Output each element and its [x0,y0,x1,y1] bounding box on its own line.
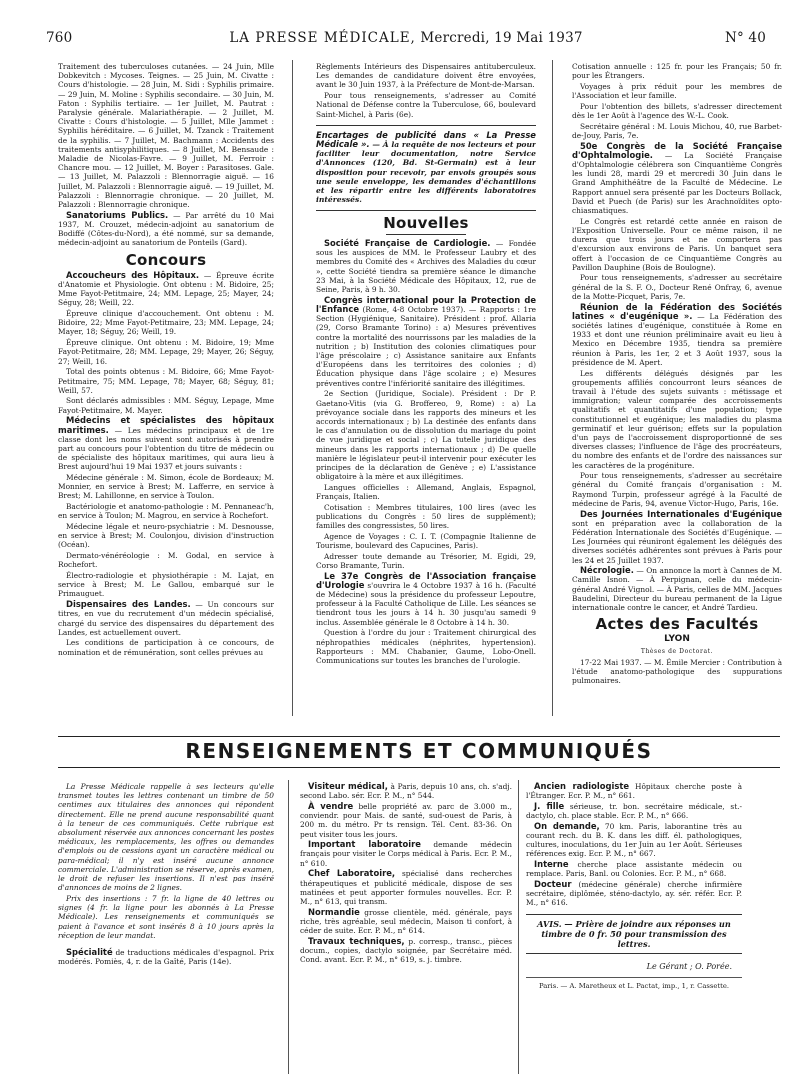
ads-pricing: Prix des insertions : 7 fr. la ligne de 40 lettres ou signes (4 fr. la ligne pour les abonnés à La Presse Médicale). Les renseignements et communiqués se paient à l'avance et sont insérés 8 à 10 jours après la réception de leur mandat. [58,893,274,940]
news-item: Réunion de la Fédération des Sociétés latines « d'eugénique ». — La Fédération des sociétés latines d'eugénique, constituée à Rome en 1933 et dont une réunion préliminaire avait eu lieu à Mexico en Décembre 1935, tiendra sa première réunion à Paris, les 1er, 2 et 3 Août 1937, sous la présidence de M. Apert. [572,301,782,367]
paragraph: Secrétaire général : M. Louis Michou, 40, rue Barbet-de-Jouy, Paris, 7e. [572,121,782,140]
item-heading: Nécrologie. [580,565,634,576]
section-title-concours: Concours [125,250,207,269]
gerant-signature: Le Gérant ; O. Porée. [646,961,732,971]
news-item: Congrès international pour la Protection de l'Enfance (Rome, 4-8 Octobre 1937). — Rapports : 1re Section (Hygiénique, Sanitaire). Président : prof. Allaria (29, Corso Bramante Torino) : a) Mesures préventives contre la mortalité des nourrissons par les maladies de la nutrition ; b) Institution des colonies climatiques pour l'âge préscolaire ; c) Assistance sanitaire aux Enfants d'Européens dans les territoires des colonies ; d) Éducation physique dans l'âge scolaire ; e) Mesures préventives contre l'infériorité sanitaire des illégitimes. [316,294,536,388]
item-heading: Sanatoriums Publics. [66,209,169,220]
paragraph: Traitement des tuberculoses cutanées. — 24 Juin, Mlle Dobkevitch : Mycoses. Teignes. — 25 Juin, M. Civatte : Cours d'histologie. — 28 Juin, M. Sidi : Syphilis primaire. — 29 Juin, M. Moline : Syphilis secondaire. — 30 Juin, M. Faton : Syphilis tertiaire. — 1er Juillet, M. Pautrat : Paralysie générale. Malariathérapie. — 2 Juillet, M. Civatte : Cours d'histologie. — 5 Juillet, Mlle Jammet : Syphilis héréditaire. — 6 Juillet, M. Tzanck : Traitement de la syphilis. — 7 Juillet, M. Bachmann : Accidents des traitements antisyphilitiques. — 8 Juillet, M. Bensaude : Maladie de Nicolas-Favre. — 9 Juillet, M. Ferroir : Chancre mou. — 12 Juillet, M. Boyer : Parasitoses. Gale. — 13 Juillet, M. Palazzoli : Blennorragie aiguë. — 16 Juillet, M. Palazzoli : Blennorragie aiguë. — 19 Juillet, M. Palazzoli : Blennorragie chronique. — 20 Juillet, M. Palazzoli : Blennorragie chronique. [58,62,274,210]
these-label: Thèses de Doctorat. [640,647,714,655]
paragraph: Total des points obtenus : M. Bidoire, 66; Mme Fayot-Petitmaire, 75; MM. Lepage, 78; Mayer, 68; Séguy, 81; Weill, 57. [58,367,274,395]
paragraph: Agence de Voyages : C. I. T. (Compagnie Italienne de Tourisme, boulevard des Capucines, Paris). [316,531,536,551]
page-header [46,12,766,48]
classified-ad: À vendre belle propriété av. parc de 3.000 m., conviendr. pour Mais. de santé, sud-ouest de Paris, à 200 m. du métro. Pr ts rensign. Tél. Cent. 83-36. On peut visiter tous les jours. [300,800,512,839]
divider [386,234,466,235]
encartage-notice: Encartages de publicité dans « La Presse Médicale ». — À la requête de nos lecteurs et pour faciliter leur documentation, notre Service d'Annonces (120, Bd. St-Germain) est à leur disposition pour recevoir, par envois groupés sous une seule enveloppe, les demandes d'échantillons et les répartir entre les différents laboratoires intéressés. [316,125,536,211]
page-number: 760 [46,30,73,46]
classified-ad: Normandie grosse clientèle, méd. générale, pays riche, très agréable, seul médecin, Maison ti confort, à céder de suite. Ecr. P. M., n° 614. [300,906,512,936]
ad-heading: Chef Laboratoire, [308,868,396,879]
news-item: Des Journées Internationales d'Eugénique sont en préparation avec la collaboration de la Fédération Internationale des Sociétés d'Eugénique. — Les Journées qui réuniront également les délégués des diverses sociétés adhérentes sont prévues à Paris pour les 24 et 25 Juillet 1937. [572,508,782,565]
section-title-nouvelles: Nouvelles [383,213,469,232]
item-heading: Congrès international pour la Protection de l'Enfance [316,294,536,314]
classified-ad: Chef Laboratoire, spécialisé dans recherches thérapeutiques et publicité médicale, dispose de ses matinées et peut apporter formules nouvelles. Ecr. P. M., n° 613, qui transm. [300,868,512,906]
item-heading: Dispensaires des Landes. [66,599,191,610]
paragraph: 2e Section (Juridique, Sociale). Président : Dr P. Gaetano-Vitis (via G. Broffereo, 9, Rome) : a) La prévoyance sociale dans les rapports des mineurs et les accords internationaux ; b) La destinée des enfants dans le cas d'annulation ou de dissolution du mariage du point de vue juridique et social ; c) La tutelle juridique des mineurs dans les rapports internationaux ; d) De quelle manière le législateur peut-il intervenir pour exécuter les principes de la déclaration de Genève ; e) L'assistance obligatoire à la mère et aux illégitimes. [316,389,536,482]
paragraph: Médecine légale et neuro-psychiatrie : M. Desnousse, en service à Brest; M. Coulonjou, division d'instruction (Océan). [58,522,274,550]
column-divider [518,780,519,1074]
ad-heading: Normandie [308,906,360,917]
news-item: Société Française de Cardiologie. — Fondée sous les auspices de MM. le Professeur Laubry et des membres du Comité des « Archives des Maladies du cœur », cette Société tiendra sa première séance le dimanche 23 Mai, à la Société Médicale des Hôpitaux, 12, rue de Seine, Paris, à 9 h. 30. [316,238,536,295]
paragraph: Règlements Intérieurs des Dispensaires antituberculeux. Les demandes de candidature doivent être envoyées, avant le 30 Juin 1937, à la Préfecture de Mont-de-Marsan. [316,62,536,90]
ad-heading: Interne [534,859,569,870]
paragraph: Les différents délégués désignés par les groupements affiliés concourront leurs séances de travail à l'étude des sujets suivants : métissage et immigration; valeur comparée des accroissements qualitatifs et quantitatifs d'une population; type constitutionnel et eugénique; les maladies du plasma germinatif et leur guérison; effets sur la population d'un pays de l'accroissement disproportionné de ses diverses classes; l'influence de l'âge des procréateurs, du nombre des enfants et de l'ordre des naissances sur les caractères de la progéniture. [572,368,782,470]
ads-column-3 [526,782,742,1072]
classified-ad: Docteur (médecine générale) cherche infirmière secrétaire, diplômée, sténo-dactylo, ay. sér. référ. Ecr. P. M., n° 616. [526,879,742,908]
column-3 [572,62,782,714]
paragraph: Bactériologie et anatomo-pathologie : M. Pennaneac'h, en service à Toulon; M. Magrou, en service à Rochefort. [58,502,274,521]
faculty-city: LYON [664,634,690,645]
renseignements-banner: RENSEIGNEMENTS ET COMMUNIQUÉS [58,736,780,768]
classified-ad: Visiteur médical, à Paris, depuis 10 ans, ch. s'adj. second Labo. sér. Ecr. P. M., n° 544. [300,782,512,801]
classified-ad: On demande, 70 km. Paris, laborantine très au courant rech. du B. K. dans les diff. él. pathologiques, cultures, inoculations, du 1er Juin au 1er Août. Sérieuses références exig. Ecr. P. M., n° 667. [526,820,742,859]
issue-number: N° 40 [724,30,766,46]
ad-heading: Ancien radiologiste [534,782,630,791]
paragraph: Le Congrès est retardé cette année en raison de l'Exposition Universelle. Pour ce même raison, il ne durera que trois jours et ne comportera pas d'excursion aux environs de Paris. Un banquet sera offert à l'occasion de ce Cinquantième Congrès au Pavillon Dauphine (Bois de Boulogne). [572,216,782,272]
ad-heading: J. fille [534,800,565,811]
news-item: 50e Congrès de la Société Française d'Ophtalmologie. — La Société Française d'Ophtalmologie célébrera son Cinquantième Congrès les lundi 28, mardi 29 et mercredi 30 Juin dans le Grand Amphithéâtre de la Faculté de Médecine. Le Rapport annuel sera présenté par les Docteurs Bollack, David et Puech (de Paris) sur les Arachnoïdites opto-chiasmatiques. [572,140,782,216]
item-heading: Société Française de Cardiologie. [324,238,491,249]
column-divider [552,60,553,716]
ad-heading: Travaux techniques, [308,935,405,946]
news-item: Sanatoriums Publics. — Par arrêté du 10 Mai 1937, M. Crouzet, médecin-adjoint au sanatorium de Bodiffé (Côtes-du-Nord), a été nommé, sur sa demande, médecin-adjoint au sanatorium de Ponteils (Gard). [58,209,274,248]
paragraph: Sont déclarés admissibles : MM. Séguy, Lepage, Mme Fayot-Petitmaire, M. Mayer. [58,396,274,415]
news-item: Le 37e Congrès de l'Association française d'Urologie s'ouvrira le 4 Octobre 1937 à 16 h. (Faculté de Médecine) sous la présidence du professeur Lepoutre, professeur à la Faculté Catholique de Lille. Les séances se tiendront tous les jours à 14 h. 30 jusqu'au samedi 9 inclus. Assemblée générale le 8 Octobre à 14 h. 30. [316,570,536,627]
news-item: Nécrologie. — On annonce la mort à Cannes de M. Camille Isnon. — À Perpignan, celle du médecin-général André Vignol. — À Paris, celles de MM. Jacques Baudelini, Directeur du bureau permanent de la Ligue internationale contre le cancer, et André Tardieu. [572,565,782,613]
item-heading: Encartages de publicité dans « La Presse Médicale ». [316,129,536,149]
ad-heading: Spécialité [66,946,113,957]
paragraph: Dermato-vénéréologie : M. Godal, en service à Rochefort. [58,551,274,570]
paragraph: Langues officielles : Allemand, Anglais, Espagnol, Français, Italien. [316,482,536,502]
column-divider [292,60,293,716]
classified-ad: Travaux techniques, p. corresp., transc., pièces docum., copies, dactylo soignée, par Secrétaire méd. Cond. avant. Ecr. P. M., n° 619, s. j. timbre. [300,935,512,965]
classified-ad: Spécialité de traductions médicales d'espagnol. Prix modérés. Pomiès, 4, r. de la Gaîté, Paris (14e). [58,946,274,967]
classified-ad: J. fille sérieuse, tr. bon. secrétaire médicale, st.-dactylo, ch. place stable. Ecr. P. M., n° 666. [526,800,742,821]
news-item: Accoucheurs des Hôpitaux. — Épreuve écrite d'Anatomie et Physiologie. Ont obtenu : M. Bidoire, 25; Mme Fayot-Petitmaire, 24; MM. Lepage, 25; Mayer, 24; Séguy, 28; Weill, 22. [58,269,274,308]
printer-line: Paris. — A. Maretheux et L. Pactat, imp., 1, r. Cassette. [526,977,742,991]
avis-notice: AVIS. — Prière de joindre aux réponses un timbre de 0 fr. 50 pour transmission des lettres. [526,914,742,954]
ads-notice: La Presse Médicale rappelle à ses lecteurs qu'elle transmet toutes les lettres contenant un timbre de 50 centimes aux titulaires des annonces qui répondent directement. Elle ne prend aucune responsabilité quant à la teneur de ces communiqués. Cette rubrique est absolument réservée aux annonces concernant les postes médicaux, les remplacements, les offres ou demandes d'emplois ou de cessions ayant un caractère médical ou para-médical; il n'y est inséré aucune annonce commerciale. L'administration se réserve, après examen, le droit de refuser les insertions. Il n'est pas inséré d'annonces de moins de 2 lignes. [58,782,274,893]
paragraph: Question à l'ordre du jour : Traitement chirurgical des néphropathies médicales (néphrites, hypertension). Rapporteurs : MM. Chabanier, Gaume, Lobo-Onell. Communications sur toutes les branches de l'urologie. [316,628,536,665]
paragraph: Épreuve clinique. Ont obtenu : M. Bidoire, 19; Mme Fayot-Petitmaire, 28; MM. Lepage, 29; Mayer, 26; Séguy, 27; Weill, 16. [58,338,274,366]
paragraph: Adresser toute demande au Trésorier, M. Egidi, 29, Corso Bramante, Turin. [316,551,536,570]
paragraph: Pour tous renseignements, s'adresser au secrétaire général du Comité français d'organisation : M. Raymond Turpin, professeur agrégé à la Faculté de médecine de Paris, 94, avenue Victor-Hugo, Paris, 16e. [572,471,782,508]
item-heading: Des Journées Internationales d'Eugénique [580,508,782,519]
paragraph: Cotisation : Membres titulaires, 100 lires (avec les publications du Congrès : 50 lires de supplément); familles des congressistes, 50 lires. [316,502,536,531]
item-heading: Réunion de la Fédération des Sociétés latines « d'eugénique ». [572,301,782,321]
ad-heading: On demande, [534,820,600,831]
column-divider [288,780,289,1074]
item-heading: Médecins et spécialistes des hôpitaux maritimes. [58,415,274,435]
paragraph: Pour tous renseignements, s'adresser au secrétaire général de la S. F. O., Docteur René Onfray, 6, avenue de la Motte-Picquet, Paris, 7e. [572,273,782,301]
paragraph: Pour l'obtention des billets, s'adresser directement dès le 1er Août à l'agence des W.-L. Cook. [572,101,782,121]
item-heading: Le 37e Congrès de l'Association française d'Urologie [316,570,536,590]
journal-date: Mercredi, 19 Mai 1937 [420,30,583,46]
section-title-actes: Actes des Facultés [595,615,759,634]
item-heading: Accoucheurs des Hôpitaux. [66,269,200,280]
column-2 [316,62,536,714]
paragraph: Épreuve clinique d'accouchement. Ont obtenu : M. Bidoire, 22; Mme Fayot-Petitmaire, 23; MM. Lepage, 24; Mayer, 18; Séguy, 26; Weill, 19. [58,309,274,337]
paragraph: Pour tous renseignements, s'adresser au Comité National de Défense contre la Tuberculose, 66, boulevard Saint-Michel, à Paris (6e). [316,91,536,119]
classified-ad: Important laboratoire demande médecin français pour visiter le Corps médical à Paris. Ecr. P. M., n° 610. [300,839,512,868]
ad-heading: À vendre [308,800,354,811]
ads-column-1 [58,782,274,1072]
paragraph: Médecine générale : M. Simon, école de Bordeaux; M. Monnier, en service à Brest; M. Lafferre, en service à Brest; M. Lahillonne, en service à Toulon. [58,473,274,501]
paragraph: Voyages à prix réduit pour les membres de l'Association et leur famille. [572,81,782,101]
news-item: Dispensaires des Landes. — Un concours sur titres, en vue du recrutement d'un médecin spécialisé, chargé du service des dispensaires du département des Landes, est actuellement ouvert. [58,599,274,637]
journal-name: LA PRESSE MÉDICALE, [229,30,416,46]
column-1 [58,62,274,714]
item-heading: 50e Congrès de la Société Française d'Ophtalmologie. [572,140,782,160]
journal-title [46,30,766,46]
ad-heading: Important laboratoire [308,839,421,850]
ad-heading: Docteur [534,879,572,890]
ad-heading: Visiteur médical, [308,782,388,791]
paragraph: Les conditions de participation à ce concours, de nomination et de rémunération, sont celles prévues au [58,638,274,657]
ads-column-2 [300,782,512,1072]
paragraph: Cotisation annuelle : 125 fr. pour les Français; 50 fr. pour les Étrangers. [572,62,782,81]
classified-ad: Ancien radiologiste Hôpitaux cherche poste à l'Étranger. Ecr. P. M., n° 661. [526,782,742,801]
news-item: Médecins et spécialistes des hôpitaux maritimes. — Les médecins principaux et de 1re classe dont les noms suivent sont autorisés à prendre part au concours pour l'obtention du titre de médecin ou de spécialiste des hôpitaux maritimes, qui aura lieu à Brest aujourd'hui 19 Mai 1937 et jours suivants : [58,415,274,472]
paragraph: 17-22 Mai 1937. — M. Émile Mercier : Contribution à l'étude anatomo-pathologique des suppurations pulmonaires. [572,657,782,686]
paragraph: Électro-radiologie et physiothérapie : M. Lajat, en service à Brest; M. Le Gallou, embarqué sur le Primauguet. [58,571,274,599]
classified-ad: Interne cherche place assistante médecin ou remplace. Paris, Banl. ou Colonies. Ecr. P. M., n° 668. [526,859,742,879]
